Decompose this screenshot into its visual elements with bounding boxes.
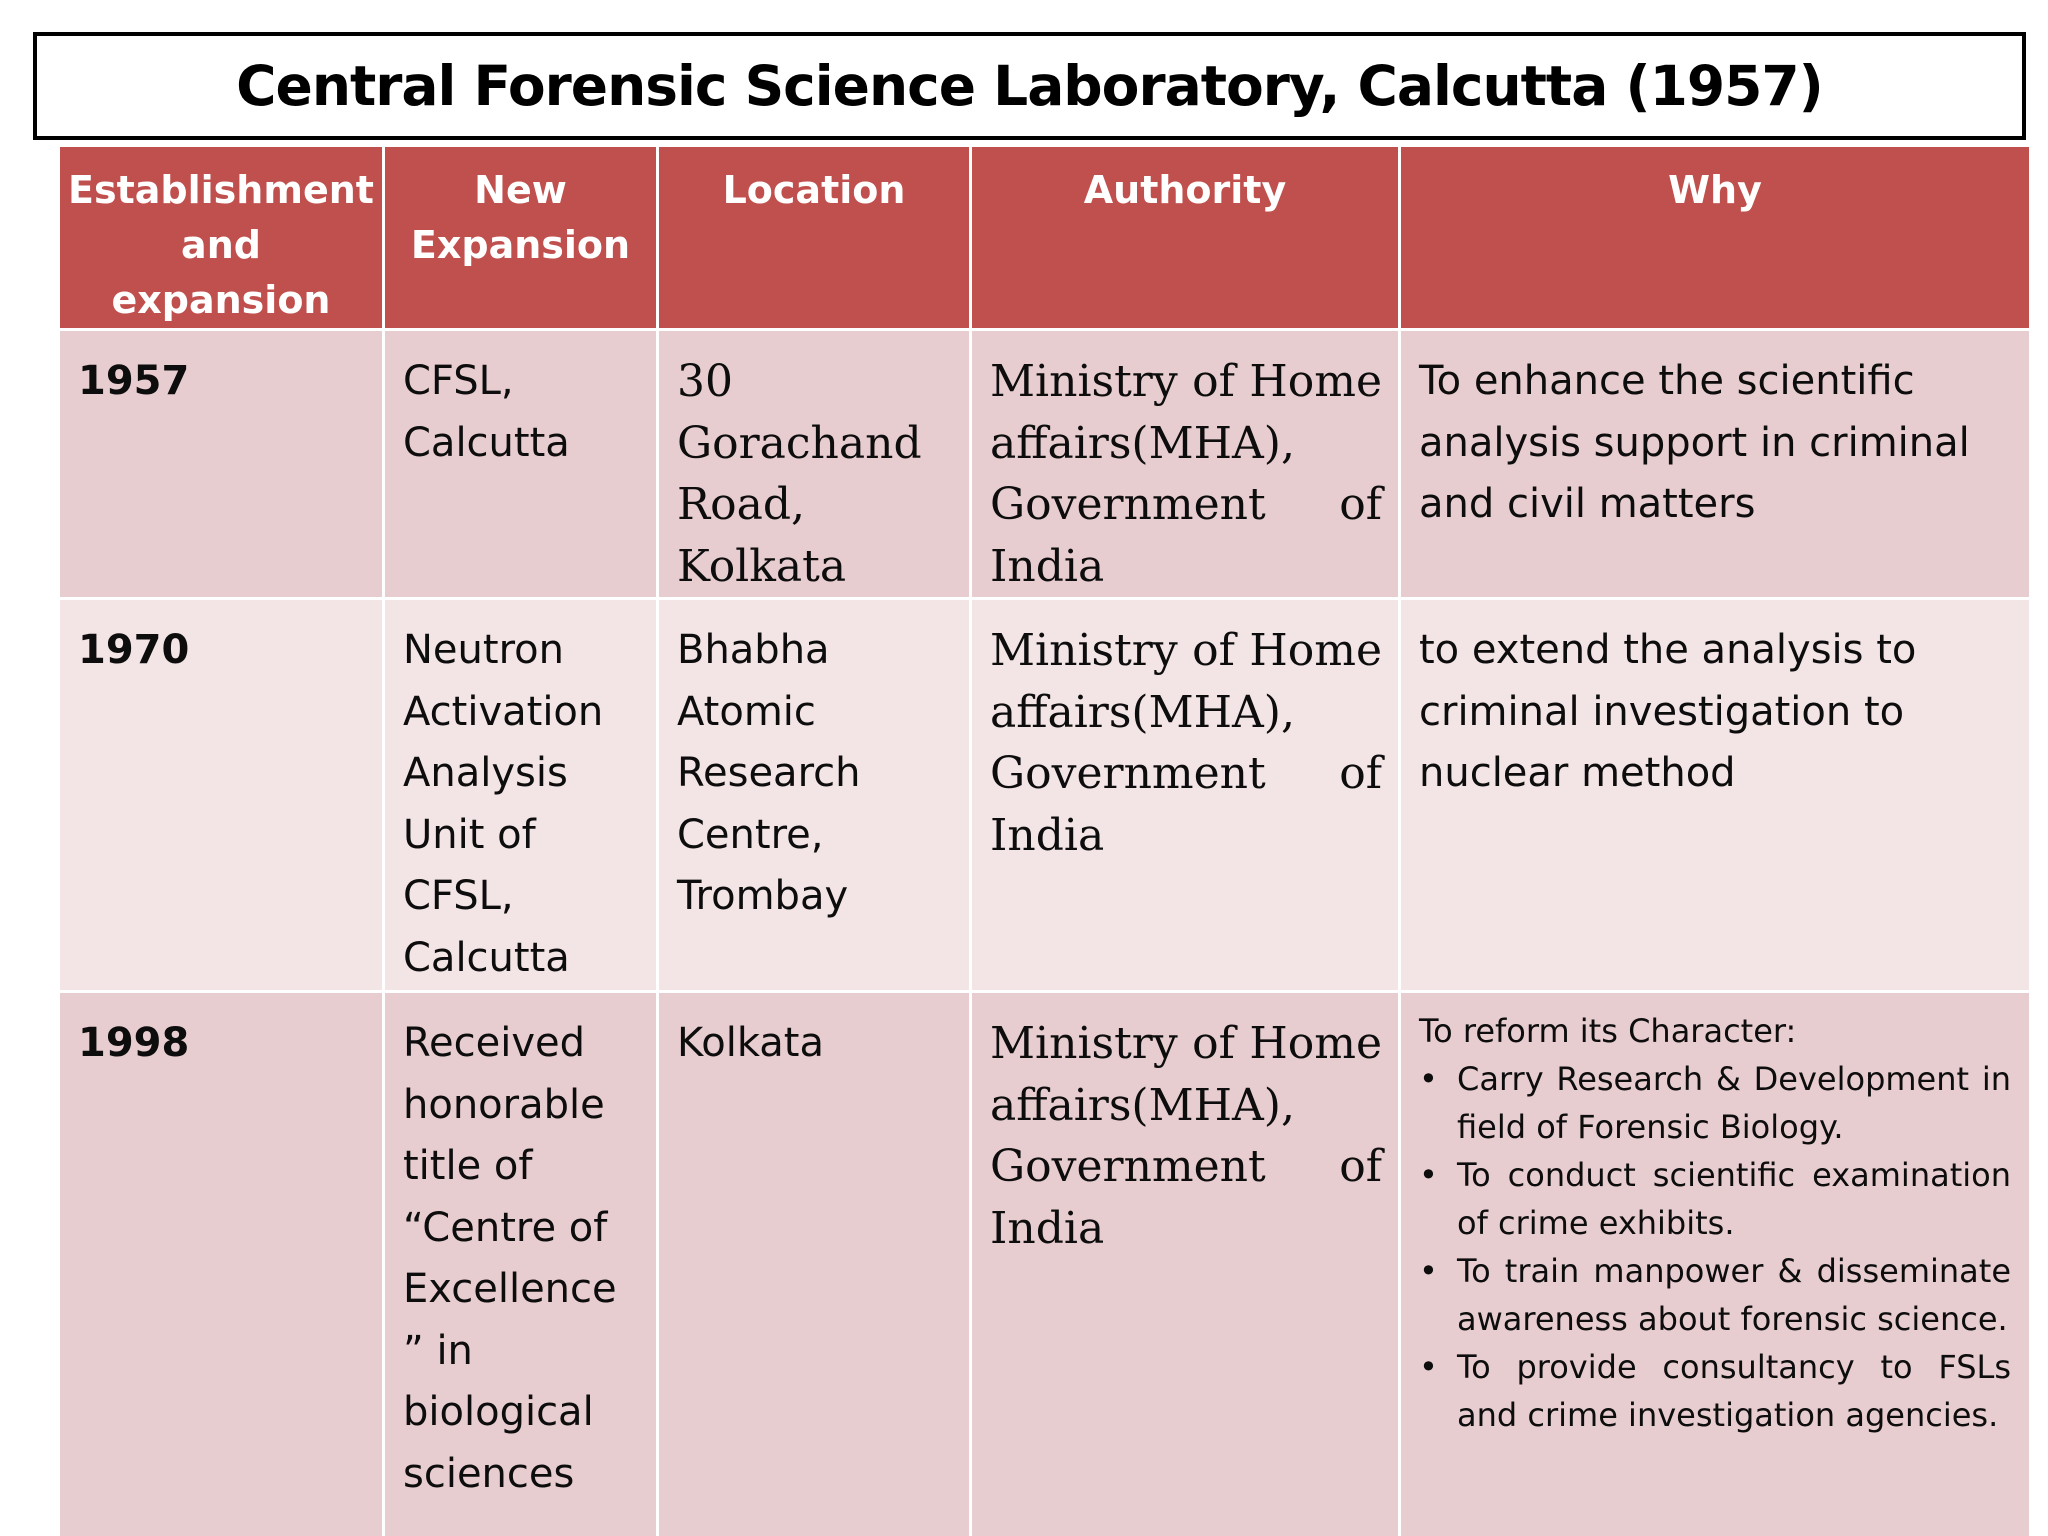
authority-line: Government of xyxy=(990,1141,1382,1192)
authority-line: India xyxy=(990,540,1105,592)
table-header-row xyxy=(59,146,2031,330)
history-table xyxy=(57,144,2032,1536)
header-why: Why xyxy=(1400,146,2031,330)
cell-authority xyxy=(971,992,1400,1536)
authority-line: affairs(MHA), xyxy=(990,417,1295,469)
why-bullet-list xyxy=(1419,1055,2011,1439)
cell-year: 1957 xyxy=(59,330,384,599)
header-location: Location xyxy=(658,146,971,330)
cell-why: To enhance the scientific analysis support in criminal and civil matters xyxy=(1400,330,2031,599)
authority-line: affairs(MHA), xyxy=(990,1079,1295,1131)
authority-line: Government of xyxy=(990,748,1382,799)
authority-line: India xyxy=(990,1202,1105,1254)
cell-location: Kolkata xyxy=(658,992,971,1536)
table-row xyxy=(59,330,2031,599)
list-item: • To conduct scientific examination of crime exhibits. xyxy=(1419,1151,2011,1247)
list-item: • To provide consultancy to FSLs and crime investigation agencies. xyxy=(1419,1343,2011,1439)
cell-authority xyxy=(971,330,1400,599)
authority-line: affairs(MHA), xyxy=(990,686,1295,738)
cell-authority xyxy=(971,599,1400,992)
cell-expansion: Received honorable title of “Centre of Excellence ” in biological sciences xyxy=(384,992,658,1536)
authority-line: Ministry of Home xyxy=(990,625,1382,676)
authority-line: India xyxy=(990,809,1105,861)
table-row xyxy=(59,992,2031,1536)
header-authority: Authority xyxy=(971,146,1400,330)
cell-why: to extend the analysis to criminal investigation to nuclear method xyxy=(1400,599,2031,992)
why-intro: To reform its Character: xyxy=(1419,1012,1797,1050)
list-item: • Carry Research & Development in field of Forensic Biology. xyxy=(1419,1055,2011,1151)
cell-why xyxy=(1400,992,2031,1536)
authority-line: Government of xyxy=(990,479,1382,530)
cell-location: 30 Gorachand Road, Kolkata xyxy=(658,330,971,599)
authority-line: Ministry of Home xyxy=(990,356,1382,407)
cell-location: Bhabha Atomic Research Centre, Trombay xyxy=(658,599,971,992)
list-item: • To train manpower & disseminate awareness about forensic science. xyxy=(1419,1247,2011,1343)
header-establishment: Establishment and expansion xyxy=(59,146,384,330)
cell-year: 1970 xyxy=(59,599,384,992)
title-box xyxy=(33,32,2026,140)
header-new-expansion: New Expansion xyxy=(384,146,658,330)
authority-line: Ministry of Home xyxy=(990,1018,1382,1069)
slide-title: Central Forensic Science Laboratory, Calcutta (1957) xyxy=(236,54,1823,118)
cell-expansion: CFSL, Calcutta xyxy=(384,330,658,599)
cell-year: 1998 xyxy=(59,992,384,1536)
table-row xyxy=(59,599,2031,992)
cell-expansion: Neutron Activation Analysis Unit of CFSL, Calcutta xyxy=(384,599,658,992)
